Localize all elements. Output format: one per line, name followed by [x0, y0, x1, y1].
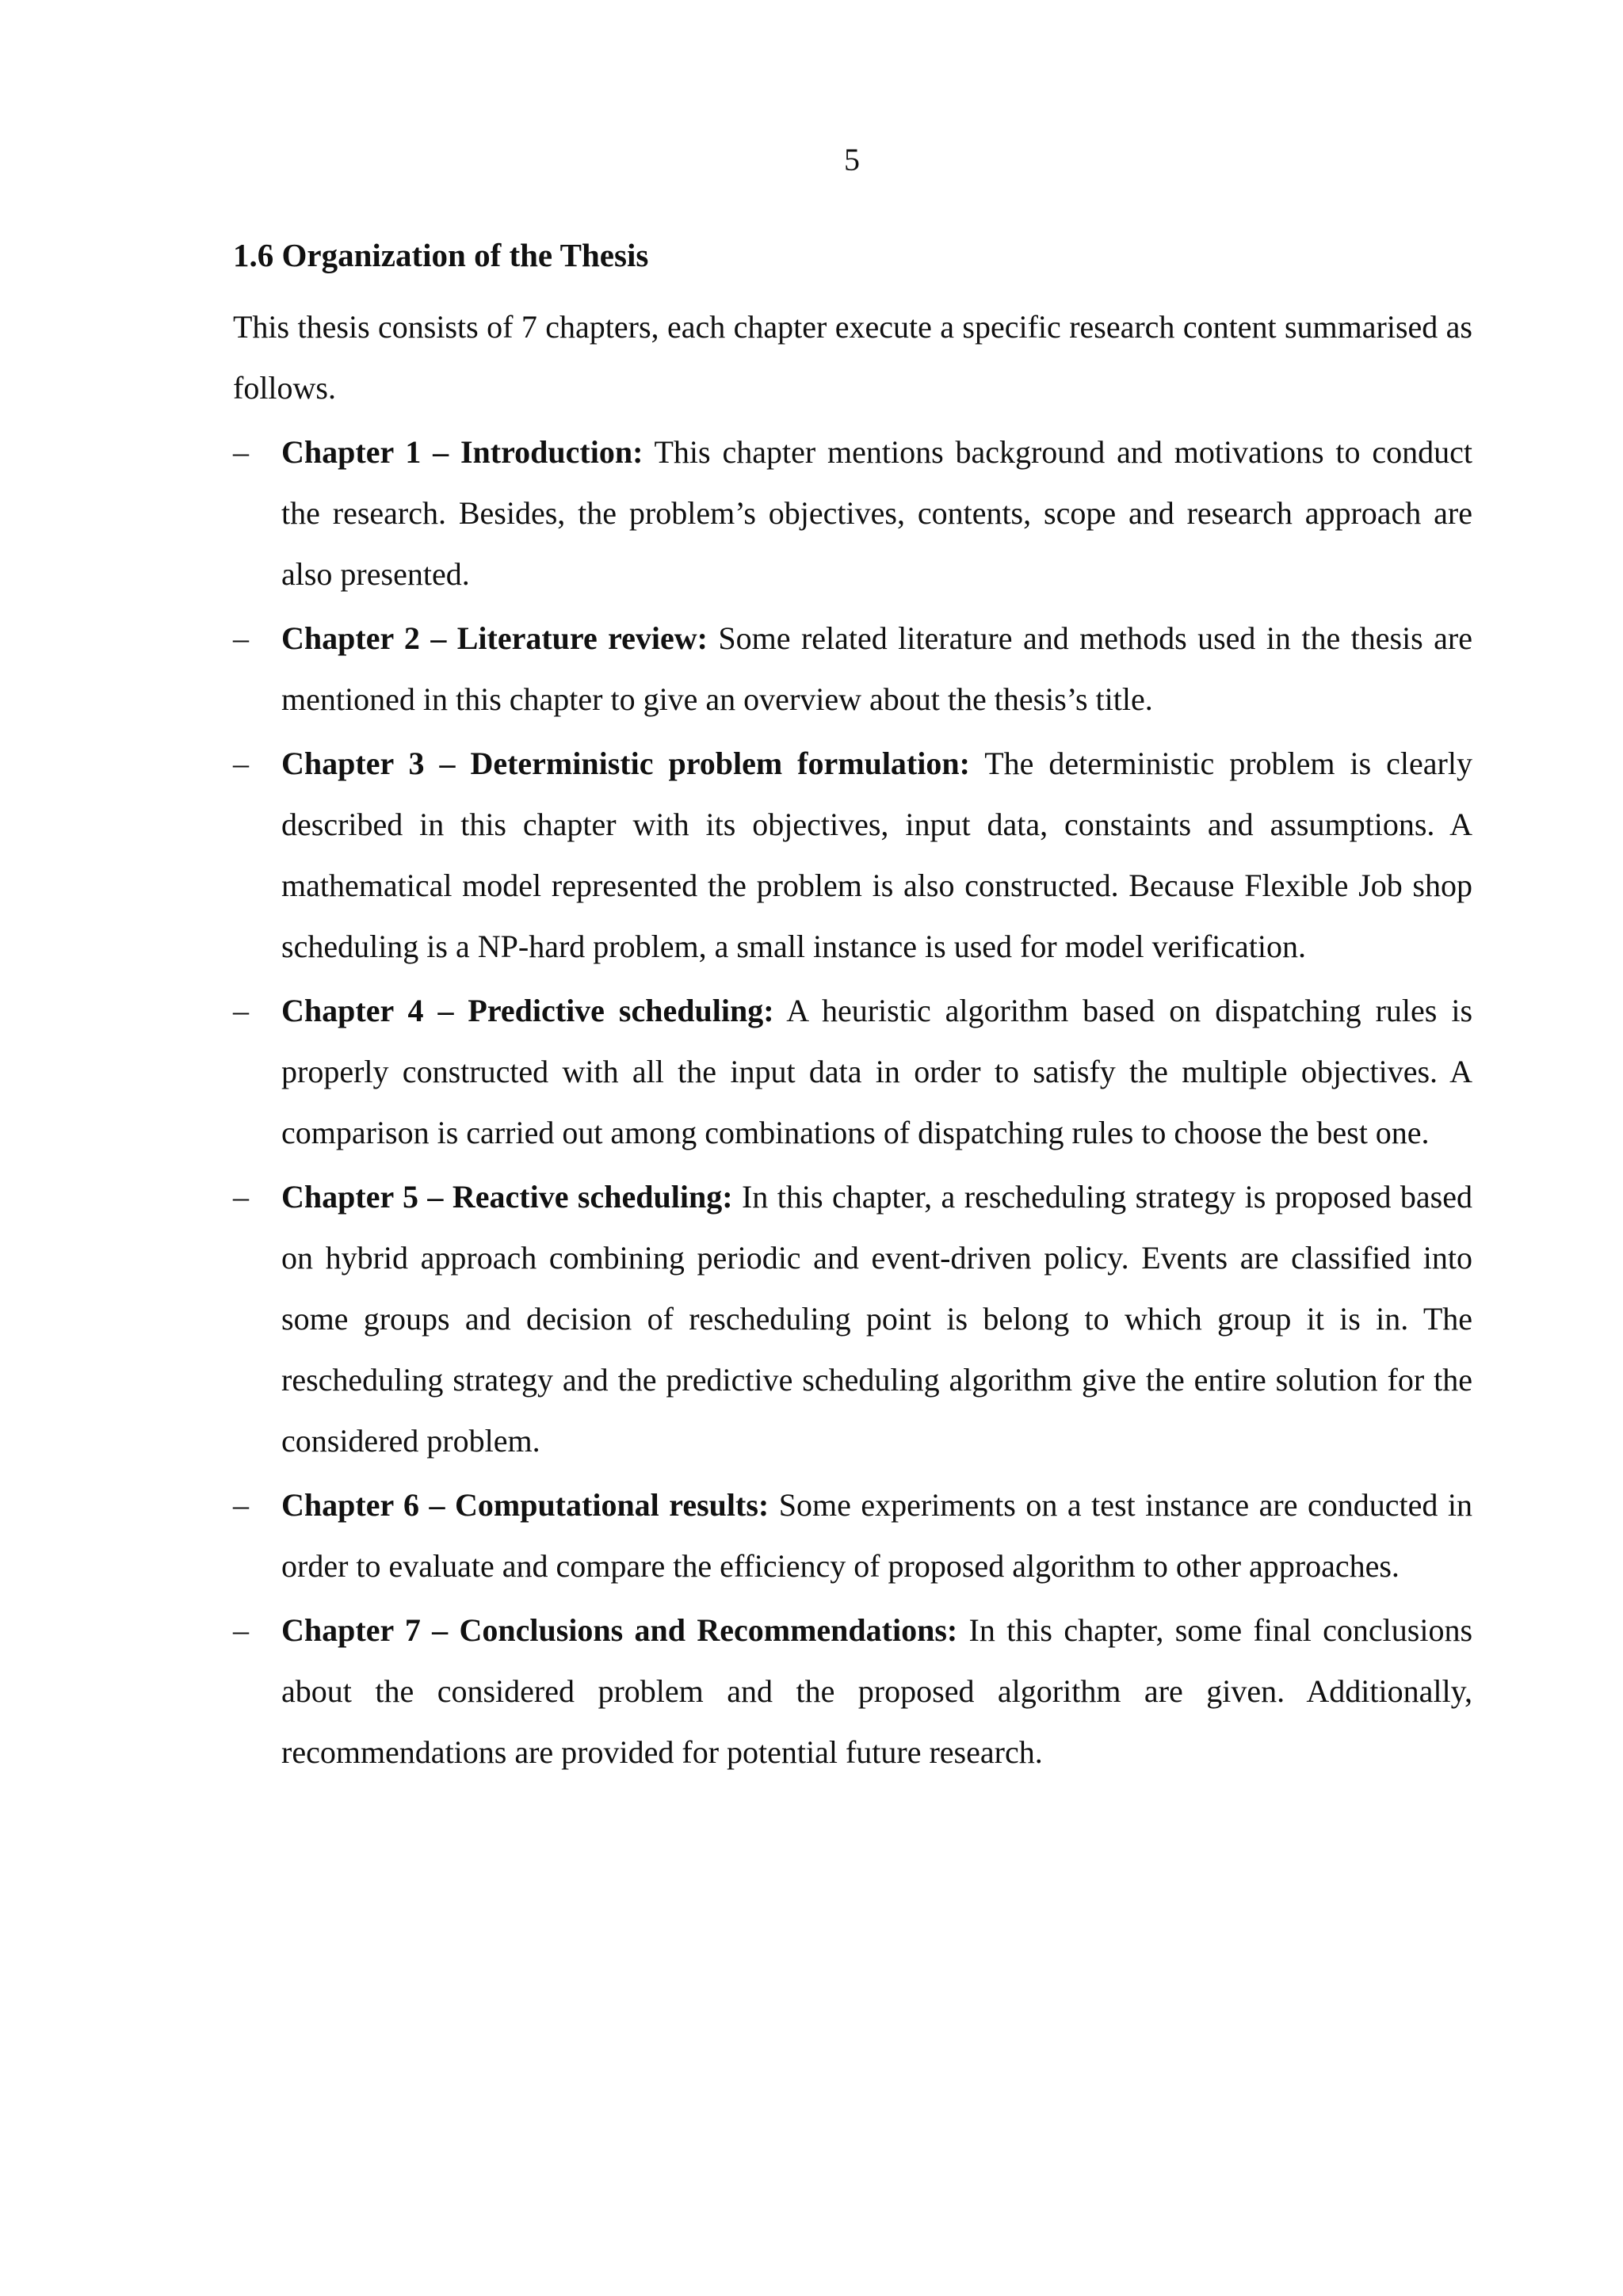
chapter-item-5	[233, 1166, 1472, 1471]
chapter-title: Chapter 3 – Deterministic problem formulation:	[281, 746, 970, 781]
chapter-item-7	[233, 1600, 1472, 1783]
page-number: 5	[844, 142, 860, 177]
chapter-description: The deterministic problem is clearly described in this chapter with its objectives, input data, constaints and assumptions. A mathematical model represented the problem is also constructed. Because Flexible Job shop scheduling is a NP-hard problem, a small instance is used for model verification.	[281, 746, 1472, 964]
chapter-item-2	[233, 608, 1472, 730]
intro-paragraph: This thesis consists of 7 chapters, each chapter execute a specific research content summarised as follows.	[233, 309, 1472, 406]
chapter-item-3	[233, 733, 1472, 977]
chapter-item-4	[233, 980, 1472, 1163]
bullet-dash: –	[233, 620, 249, 656]
chapter-list	[233, 421, 1472, 1783]
chapter-title: Chapter 4 – Predictive scheduling:	[281, 993, 774, 1028]
bullet-dash: –	[233, 746, 249, 781]
chapter-title: Chapter 2 – Literature review:	[281, 620, 708, 656]
chapter-title: Chapter 6 – Computational results:	[281, 1487, 769, 1523]
chapter-description: This chapter mentions background and motivations to conduct the research. Besides, the problem’s objectives, contents, scope and research approach are also presented.	[281, 434, 1472, 592]
bullet-dash: –	[233, 1612, 249, 1648]
chapter-description: In this chapter, some final conclusions about the considered problem and the proposed algorithm are given. Additionally, recommendations are provided for potential future research.	[281, 1612, 1473, 1770]
bullet-dash: –	[233, 993, 249, 1028]
chapter-item-6	[233, 1474, 1472, 1596]
chapter-description: Some experiments on a test instance are conducted in order to evaluate and compare the efficiency of proposed algorithm to other approaches.	[281, 1487, 1472, 1584]
bullet-dash: –	[233, 434, 249, 470]
chapter-description: Some related literature and methods used in the thesis are mentioned in this chapter to give an overview about the thesis’s title.	[281, 620, 1472, 717]
section-heading: 1.6 Organization of the Thesis	[233, 237, 649, 273]
chapter-title: Chapter 5 – Reactive scheduling:	[281, 1179, 733, 1215]
bullet-dash: –	[233, 1487, 249, 1523]
chapter-title: Chapter 7 – Conclusions and Recommendations:	[281, 1612, 958, 1648]
chapter-item-1	[233, 421, 1472, 605]
chapter-description: A heuristic algorithm based on dispatching rules is properly constructed with all the input data in order to satisfy the multiple objectives. A comparison is carried out among combinations of dispatching rules to choose the best one.	[281, 993, 1473, 1150]
page-content	[233, 231, 1472, 1786]
chapter-title: Chapter 1 – Introduction:	[281, 434, 643, 470]
chapter-description: In this chapter, a rescheduling strategy is proposed based on hybrid approach combining periodic and event-driven policy. Events are classified into some groups and decision of rescheduling point is belong to which group it is in. The rescheduling strategy and the predictive scheduling algorithm give the entire solution for the considered problem.	[281, 1179, 1472, 1459]
bullet-dash: –	[233, 1179, 249, 1215]
